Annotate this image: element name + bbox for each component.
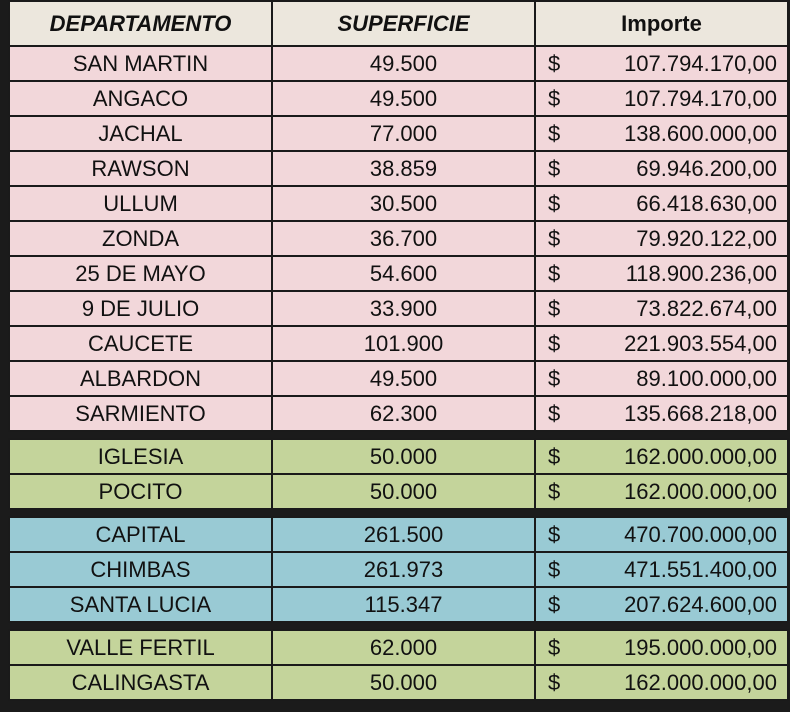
cell-departamento: CHIMBAS [9, 552, 272, 587]
table-body [9, 46, 788, 700]
currency-symbol: $ [548, 225, 561, 251]
amount-value: 471.551.400,00 [624, 556, 777, 582]
cell-superficie: 50.000 [272, 474, 535, 509]
table-row [9, 116, 788, 151]
amount-value: 69.946.200,00 [636, 155, 777, 181]
separator-cell [9, 431, 788, 439]
currency-symbol: $ [548, 634, 561, 660]
cell-superficie: 50.000 [272, 439, 535, 474]
cell-importe [535, 221, 788, 256]
currency-symbol: $ [548, 155, 561, 181]
currency-symbol: $ [548, 50, 561, 76]
table-row [9, 587, 788, 622]
cell-importe [535, 587, 788, 622]
cell-importe [535, 552, 788, 587]
cell-superficie: 101.900 [272, 326, 535, 361]
table-row [9, 552, 788, 587]
cell-importe [535, 81, 788, 116]
amount-value: 162.000.000,00 [624, 478, 777, 504]
amount-value: 135.668.218,00 [624, 400, 777, 426]
cell-superficie: 36.700 [272, 221, 535, 256]
currency-symbol: $ [548, 556, 561, 582]
currency-symbol: $ [548, 85, 561, 111]
cell-departamento: ANGACO [9, 81, 272, 116]
cell-importe [535, 256, 788, 291]
cell-departamento: 25 DE MAYO [9, 256, 272, 291]
cell-importe [535, 291, 788, 326]
cell-superficie: 77.000 [272, 116, 535, 151]
group-separator [9, 431, 788, 439]
amount-value: 207.624.600,00 [624, 591, 777, 617]
table-row [9, 474, 788, 509]
currency-symbol: $ [548, 260, 561, 286]
cell-superficie: 50.000 [272, 665, 535, 700]
header-departamento: DEPARTAMENTO [9, 1, 272, 46]
table-row [9, 151, 788, 186]
cell-departamento: CAPITAL [9, 517, 272, 552]
currency-symbol: $ [548, 365, 561, 391]
cell-superficie: 261.973 [272, 552, 535, 587]
cell-departamento: JACHAL [9, 116, 272, 151]
table-row [9, 665, 788, 700]
departments-table [8, 0, 789, 701]
cell-importe [535, 474, 788, 509]
cell-departamento: POCITO [9, 474, 272, 509]
cell-departamento: CAUCETE [9, 326, 272, 361]
currency-symbol: $ [548, 190, 561, 216]
cell-importe [535, 46, 788, 81]
separator-cell [9, 509, 788, 517]
table-row [9, 326, 788, 361]
cell-importe [535, 116, 788, 151]
amount-value: 66.418.630,00 [636, 190, 777, 216]
currency-symbol: $ [548, 669, 561, 695]
cell-importe [535, 439, 788, 474]
cell-departamento: CALINGASTA [9, 665, 272, 700]
cell-superficie: 261.500 [272, 517, 535, 552]
table-row [9, 630, 788, 665]
amount-value: 118.900.236,00 [625, 260, 777, 286]
cell-importe [535, 361, 788, 396]
cell-superficie: 30.500 [272, 186, 535, 221]
table-row [9, 256, 788, 291]
table-row [9, 81, 788, 116]
cell-departamento: ULLUM [9, 186, 272, 221]
currency-symbol: $ [548, 120, 561, 146]
group-separator [9, 509, 788, 517]
amount-value: 162.000.000,00 [624, 669, 777, 695]
cell-superficie: 33.900 [272, 291, 535, 326]
amount-value: 195.000.000,00 [624, 634, 777, 660]
cell-importe [535, 665, 788, 700]
cell-departamento: 9 DE JULIO [9, 291, 272, 326]
amount-value: 79.920.122,00 [636, 225, 777, 251]
currency-symbol: $ [548, 443, 561, 469]
amount-value: 162.000.000,00 [624, 443, 777, 469]
table-row [9, 221, 788, 256]
amount-value: 138.600.000,00 [624, 120, 777, 146]
cell-superficie: 62.300 [272, 396, 535, 431]
group-separator [9, 622, 788, 630]
header-importe: Importe [535, 1, 788, 46]
cell-departamento: SANTA LUCIA [9, 587, 272, 622]
currency-symbol: $ [548, 295, 561, 321]
amount-value: 107.794.170,00 [624, 50, 777, 76]
amount-value: 73.822.674,00 [636, 295, 777, 321]
cell-superficie: 54.600 [272, 256, 535, 291]
cell-importe [535, 186, 788, 221]
cell-superficie: 38.859 [272, 151, 535, 186]
currency-symbol: $ [548, 478, 561, 504]
cell-importe [535, 630, 788, 665]
cell-departamento: ALBARDON [9, 361, 272, 396]
cell-departamento: IGLESIA [9, 439, 272, 474]
cell-superficie: 49.500 [272, 46, 535, 81]
currency-symbol: $ [548, 400, 561, 426]
table-row [9, 439, 788, 474]
amount-value: 221.903.554,00 [624, 330, 777, 356]
table-row [9, 46, 788, 81]
table-row [9, 291, 788, 326]
cell-superficie: 62.000 [272, 630, 535, 665]
table-row [9, 517, 788, 552]
header-row [9, 1, 788, 46]
table-row [9, 396, 788, 431]
currency-symbol: $ [548, 330, 561, 356]
cell-departamento: VALLE FERTIL [9, 630, 272, 665]
spreadsheet [8, 0, 787, 712]
cell-importe [535, 396, 788, 431]
cell-departamento: ZONDA [9, 221, 272, 256]
separator-cell [9, 622, 788, 630]
cell-superficie: 49.500 [272, 81, 535, 116]
currency-symbol: $ [548, 591, 561, 617]
cell-superficie: 115.347 [272, 587, 535, 622]
amount-value: 107.794.170,00 [624, 85, 777, 111]
header-superficie: SUPERFICIE [272, 1, 535, 46]
cell-departamento: SARMIENTO [9, 396, 272, 431]
cell-importe [535, 517, 788, 552]
cell-importe [535, 326, 788, 361]
cell-importe [535, 151, 788, 186]
amount-value: 89.100.000,00 [636, 365, 777, 391]
cell-superficie: 49.500 [272, 361, 535, 396]
amount-value: 470.700.000,00 [624, 521, 777, 547]
table-row [9, 186, 788, 221]
currency-symbol: $ [548, 521, 561, 547]
table-row [9, 361, 788, 396]
cell-departamento: SAN MARTIN [9, 46, 272, 81]
cell-departamento: RAWSON [9, 151, 272, 186]
